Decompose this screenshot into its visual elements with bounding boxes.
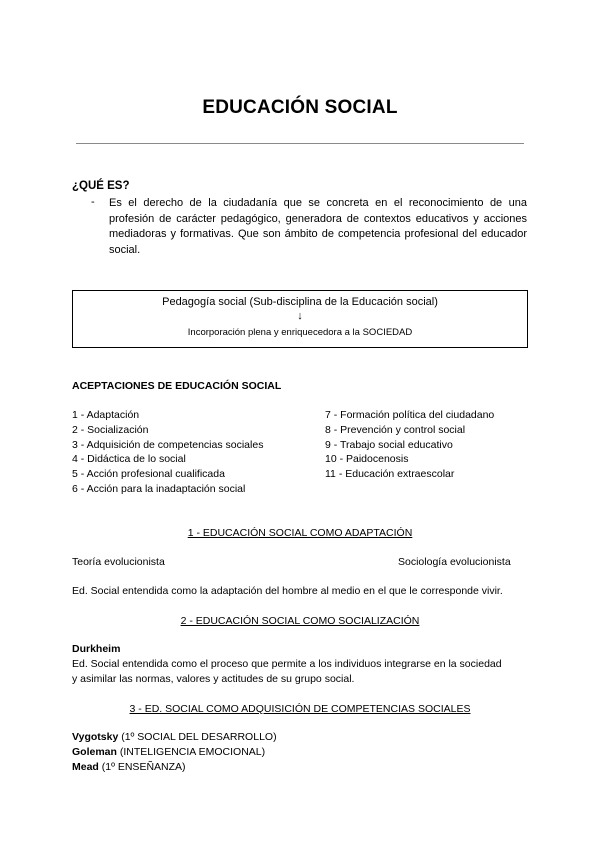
list-item: 3 - Adquisición de competencias sociales xyxy=(72,438,264,451)
section-2-title: 2 - EDUCACIÓN SOCIAL COMO SOCIALIZACIÓN xyxy=(180,615,420,627)
author-note: (INTELIGENCIA EMOCIONAL) xyxy=(116,746,266,758)
section-2-author: Durkheim xyxy=(72,643,121,655)
section-1-left-term: Teoría evolucionista xyxy=(72,556,165,568)
list-item: 5 - Acción profesional cualificada xyxy=(72,468,225,481)
acepciones-list-left xyxy=(72,408,263,497)
definition-text: Es el derecho de la ciudadanía que se concreta en el reconocimiento de una profesión de carácter pedagógico, generadora de contextos educativos y acciones mediadoras y formativas. Que son ámbito de competencia profesional del educador social. xyxy=(109,197,527,256)
section-1-title: 1 - EDUCACIÓN SOCIAL COMO ADAPTACIÓN xyxy=(187,527,413,539)
author-line xyxy=(72,745,277,760)
definition-bullet: - xyxy=(91,196,95,208)
author-note: (1º SOCIAL DEL DESARROLLO) xyxy=(118,731,277,743)
list-item: 11 - Educación extraescolar xyxy=(325,468,455,481)
que-es-heading: ¿QUÉ ES? xyxy=(72,180,130,192)
author-note: (1º ENSEÑANZA) xyxy=(98,761,186,773)
section-2-line-2: y asimilar las normas, valores y actitudes de su grupo social. xyxy=(72,673,355,685)
acepciones-list-right xyxy=(325,408,494,482)
section-1-right-term: Sociología evolucionista xyxy=(398,556,511,568)
list-item: 7 - Formación política del ciudadano xyxy=(325,409,495,421)
author-name: Mead xyxy=(72,761,99,773)
box-line-2: Incorporación plena y enriquecedora a la SOCIEDAD xyxy=(187,327,413,338)
box-line-1: Pedagogía social (Sub-disciplina de la Educación social) xyxy=(162,296,438,308)
list-item: 6 - Acción para la inadaptación social xyxy=(72,482,246,495)
pedagogia-box xyxy=(72,290,528,348)
author-line xyxy=(72,730,277,745)
down-arrow-icon: ↓ xyxy=(297,310,303,322)
list-item: 4 - Didáctica de lo social xyxy=(72,453,186,466)
list-item: 8 - Prevención y control social xyxy=(325,423,466,436)
acepciones-heading: ACEPTACIONES DE EDUCACIÓN SOCIAL xyxy=(72,380,282,392)
section-3-title: 3 - ED. SOCIAL COMO ADQUISICIÓN DE COMPETENCIAS SOCIALES xyxy=(129,703,471,715)
list-item: 9 - Trabajo social educativo xyxy=(325,438,453,451)
title-divider xyxy=(76,143,524,144)
list-item: 2 - Socialización xyxy=(72,423,149,436)
page-title: EDUCACIÓN SOCIAL xyxy=(202,97,398,118)
list-item: 10 - Paidocenosis xyxy=(325,453,409,466)
author-line xyxy=(72,760,277,775)
list-item: 1 - Adaptación xyxy=(72,409,140,421)
section-2-line-1: Ed. Social entendida como el proceso que permite a los individuos integrarse en la sociedad xyxy=(72,658,502,670)
section-3-authors xyxy=(72,730,277,775)
section-1-text: Ed. Social entendida como la adaptación del hombre al medio en el que le corresponde vivir. xyxy=(72,585,503,597)
author-name: Vygotsky xyxy=(72,731,119,743)
author-name: Goleman xyxy=(72,746,117,758)
